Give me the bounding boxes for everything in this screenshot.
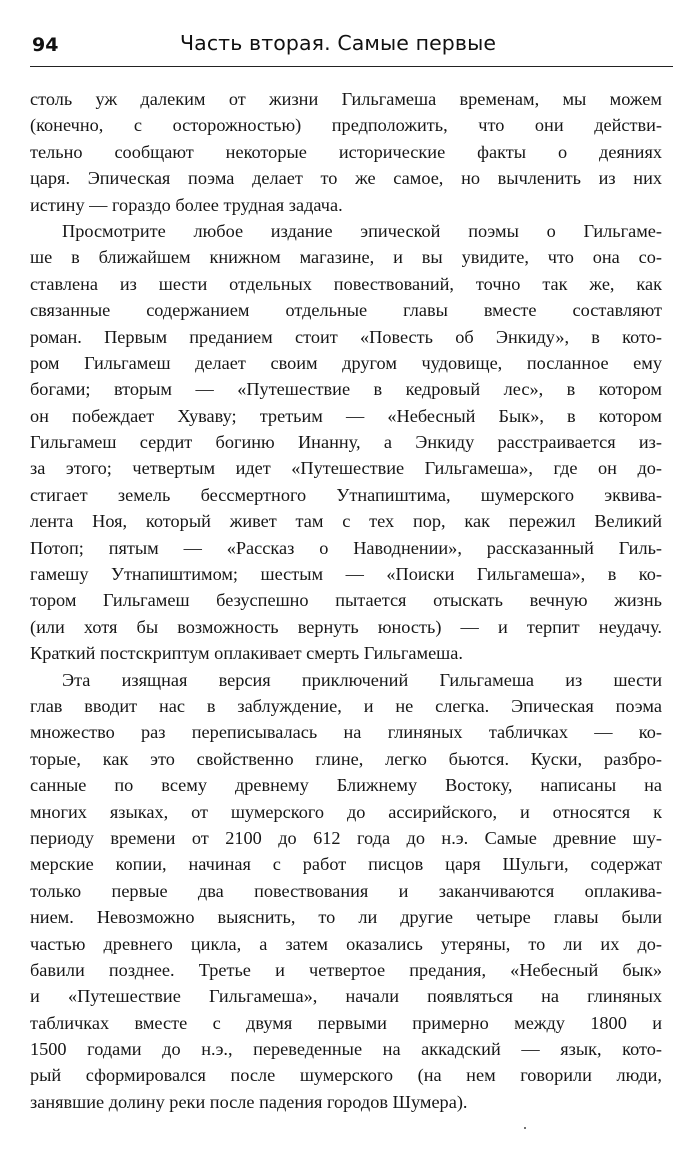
text-line: мерские копии, начиная с работ писцов царя Шульги, содержат xyxy=(30,854,662,875)
text-line: стигает земель бессмертного Утнапиштима, шумерского эквива- xyxy=(30,484,662,505)
text-line: многих языках, от шумерского до ассирийского, и относятся к xyxy=(30,801,662,822)
paragraph xyxy=(30,667,662,1116)
text-line: Потоп; пятым — «Рассказ о Наводнении», рассказанный Гиль- xyxy=(30,537,662,558)
page-number: 94 xyxy=(32,34,59,56)
text-line: санные по всему древнему Ближнему Востоку, написаны на xyxy=(30,775,662,796)
running-header xyxy=(30,22,673,67)
text-line: связанные содержанием отдельные главы вместе составляют xyxy=(30,300,662,321)
text-line: бавили позднее. Третье и четвертое предания, «Небесный бык» xyxy=(30,959,662,980)
text-line: за этого; четвертым идет «Путешествие Гильгамеша», где он до- xyxy=(30,458,662,479)
text-line: он побеждает Хуваву; третьим — «Небесный Бык», в котором xyxy=(30,405,662,426)
text-line: богами; вторым — «Путешествие в кедровый лес», в котором xyxy=(30,379,662,400)
text-line: и «Путешествие Гильгамеша», начали появляться на глиняных xyxy=(30,986,662,1007)
text-line: торые, как это свойственно глине, легко бьются. Куски, разбро- xyxy=(30,748,662,769)
text-line: рый сформировался после шумерского (на нем говорили люди, xyxy=(30,1065,662,1086)
text-line: ставлена из шести отдельных повествований, точно так же, как xyxy=(30,273,662,294)
text-line: множество раз переписывалась на глиняных табличках — ко- xyxy=(30,722,662,743)
text-line: Краткий постскриптум оплакивает смерть Гильгамеша. xyxy=(30,643,463,664)
text-line: истину — гораздо более трудная задача. xyxy=(30,194,343,215)
text-line: периоду времени от 2100 до 612 года до н.э. Самые древние шу- xyxy=(30,827,662,848)
text-line: занявшие долину реки после падения городов Шумера). xyxy=(30,1091,468,1112)
text-line: только первые два повествования и заканчиваются оплакива- xyxy=(30,880,662,901)
text-line: лента Ноя, который живет там с тех пор, как пережил Великий xyxy=(30,511,662,532)
text-line: глав вводит нас в заблуждение, и не слегка. Эпическая поэма xyxy=(30,695,662,716)
paragraphs-container xyxy=(30,86,662,1115)
text-line: Эта изящная версия приключений Гильгамеша из шести xyxy=(62,669,662,690)
text-line: ше в ближайшем книжном магазине, и вы увидите, что она со- xyxy=(30,247,662,268)
text-line: частью древнего цикла, а затем оказались утеряны, то ли их до- xyxy=(30,933,662,954)
text-line: (конечно, с осторожностью) предположить, что они действи- xyxy=(30,115,662,136)
text-line: царя. Эпическая поэма делает то же самое, но вычленить из них xyxy=(30,168,662,189)
text-line: столь уж далеким от жизни Гильгамеша временам, мы можем xyxy=(30,89,662,109)
paragraph xyxy=(30,218,662,667)
text-line: тельно сообщают некоторые исторические факты о деяниях xyxy=(30,141,662,162)
body-text xyxy=(30,86,662,1115)
text-line: Гильгамеш сердит богиню Инанну, а Энкиду расстраивается из- xyxy=(30,432,662,453)
text-line: роман. Первым преданием стоит «Повесть об Энкиду», в кото- xyxy=(30,326,662,347)
text-line: ром Гильгамеш делает своим другом чудовище, посланное ему xyxy=(30,352,662,373)
text-line: нием. Невозможно выяснить, то ли другие четыре главы были xyxy=(30,907,662,928)
print-speck xyxy=(524,1127,526,1129)
text-line: табличках вместе с двумя первыми примерно между 1800 и xyxy=(30,1012,662,1033)
text-line: Просмотрите любое издание эпической поэмы о Гильгаме- xyxy=(62,220,662,241)
running-header-title: Часть вторая. Самые первые xyxy=(180,31,497,55)
text-line: гамешу Утнапиштимом; шестым — «Поиски Гильгамеша», в ко- xyxy=(30,564,662,585)
text-line: тором Гильгамеш безуспешно пытается отыскать вечную жизнь xyxy=(30,590,662,611)
paragraph xyxy=(30,86,662,218)
text-line: 1500 годами до н.э., переведенные на аккадский — язык, кото- xyxy=(30,1039,662,1060)
text-line: (или хотя бы возможность вернуть юность) — и терпит неудачу. xyxy=(30,616,662,637)
